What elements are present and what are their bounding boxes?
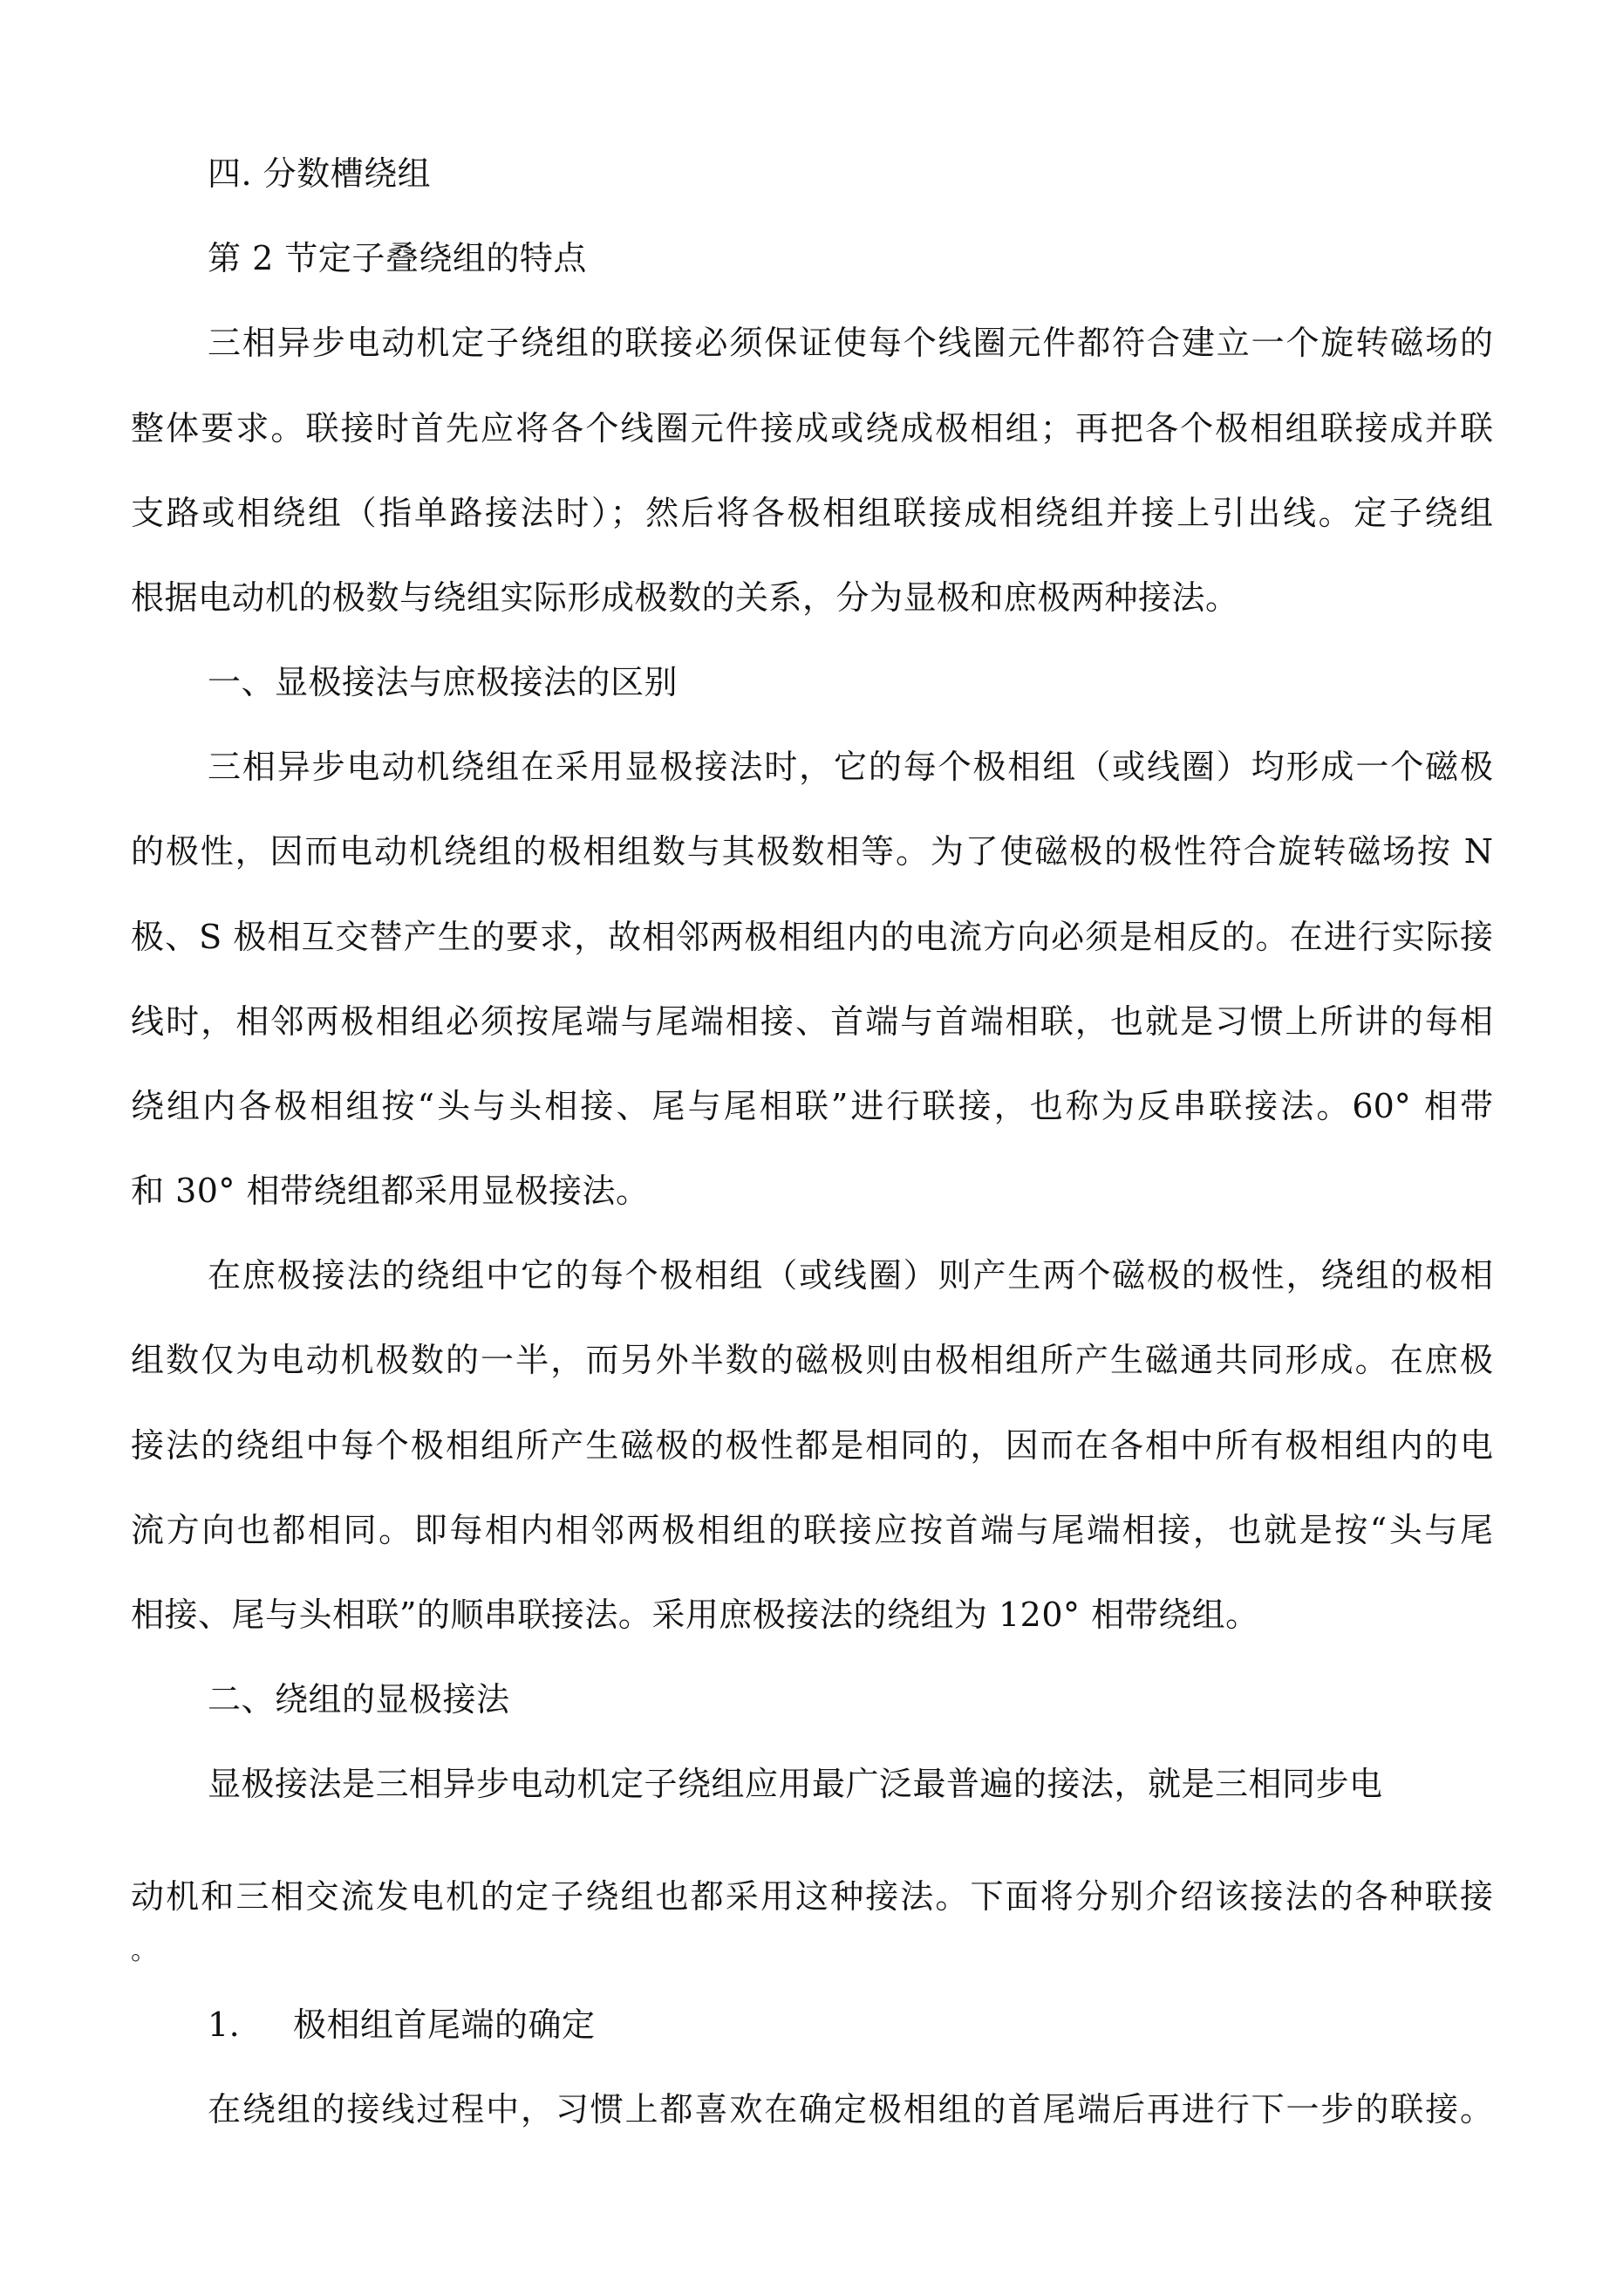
trailing-punctuation: 。 (131, 1936, 158, 1966)
paragraph-line: 支路或相绕组（指单路接法时）；然后将各极相组联接成相绕组并接上引出线。定子绕组 (131, 494, 1493, 532)
section-heading-fractional-slot: 四. 分数槽绕组 (208, 154, 432, 193)
list-heading-text: 极相组首尾端的确定 (293, 2006, 596, 2044)
paragraph-line: 相接、尾与头相联”的顺串联接法。采用庶极接法的绕组为 120° 相带绕组。 (131, 1596, 1259, 1634)
subheading-salient-pole: 二、绕组的显极接法 (208, 1680, 510, 1719)
paragraph-line: 极、S 极相互交替产生的要求，故相邻两极相组内的电流方向必须是相反的。在进行实际接 (131, 918, 1493, 956)
paragraph-line: 整体要求。联接时首先应将各个线圈元件接成或绕成极相组；再把各个极相组联接成并联 (131, 409, 1493, 448)
paragraph-line: 三相异步电动机绕组在采用显极接法时，它的每个极相组（或线圈）均形成一个磁极 (208, 748, 1493, 786)
numbered-heading (208, 2006, 596, 2044)
subheading-difference: 一、显极接法与庶极接法的区别 (208, 663, 679, 701)
paragraph-line: 组数仅为电动机极数的一半，而另外半数的磁极则由极相组所产生磁通共同形成。在庶极 (131, 1341, 1493, 1379)
paragraph-line: 三相异步电动机定子绕组的联接必须保证使每个线圈元件都符合建立一个旋转磁场的 (208, 324, 1493, 362)
paragraph-line: 流方向也都相同。即每相内相邻两极相组的联接应按首端与尾端相接，也就是按“头与尾 (131, 1511, 1493, 1549)
paragraph-line: 接法的绕组中每个极相组所产生磁极的极性都是相同的，因而在各相中所有极相组内的电 (131, 1426, 1493, 1465)
paragraph-line: 的极性，因而电动机绕组的极相组数与其极数相等。为了使磁极的极性符合旋转磁场按 N (131, 832, 1493, 871)
paragraph-line: 线时，相邻两极相组必须按尾端与尾端相接、首端与首端相联，也就是习惯上所讲的每相 (131, 1002, 1493, 1041)
paragraph-line: 和 30° 相带绕组都采用显极接法。 (131, 1172, 650, 1210)
section-heading-lap-winding: 第 2 节定子叠绕组的特点 (208, 239, 587, 277)
paragraph-line: 显极接法是三相异步电动机定子绕组应用最广泛最普遍的接法，就是三相同步电 (208, 1765, 1383, 1803)
paragraph-line: 绕组内各极相组按“头与头相接、尾与尾相联”进行联接，也称为反串联接法。60° 相带 (131, 1087, 1493, 1125)
paragraph-line: 在绕组的接线过程中，习惯上都喜欢在确定极相组的首尾端后再进行下一步的联接。 (208, 2090, 1493, 2129)
paragraph-line: 动机和三相交流发电机的定子绕组也都采用这种接法。下面将分别介绍该接法的各种联接 (131, 1877, 1493, 1916)
paragraph-line: 在庶极接法的绕组中它的每个极相组（或线圈）则产生两个磁极的极性，绕组的极相 (208, 1256, 1493, 1295)
list-number: 1. (208, 2006, 241, 2044)
paragraph-line: 根据电动机的极数与绕组实际形成极数的关系，分为显极和庶极两种接法。 (131, 578, 1239, 617)
